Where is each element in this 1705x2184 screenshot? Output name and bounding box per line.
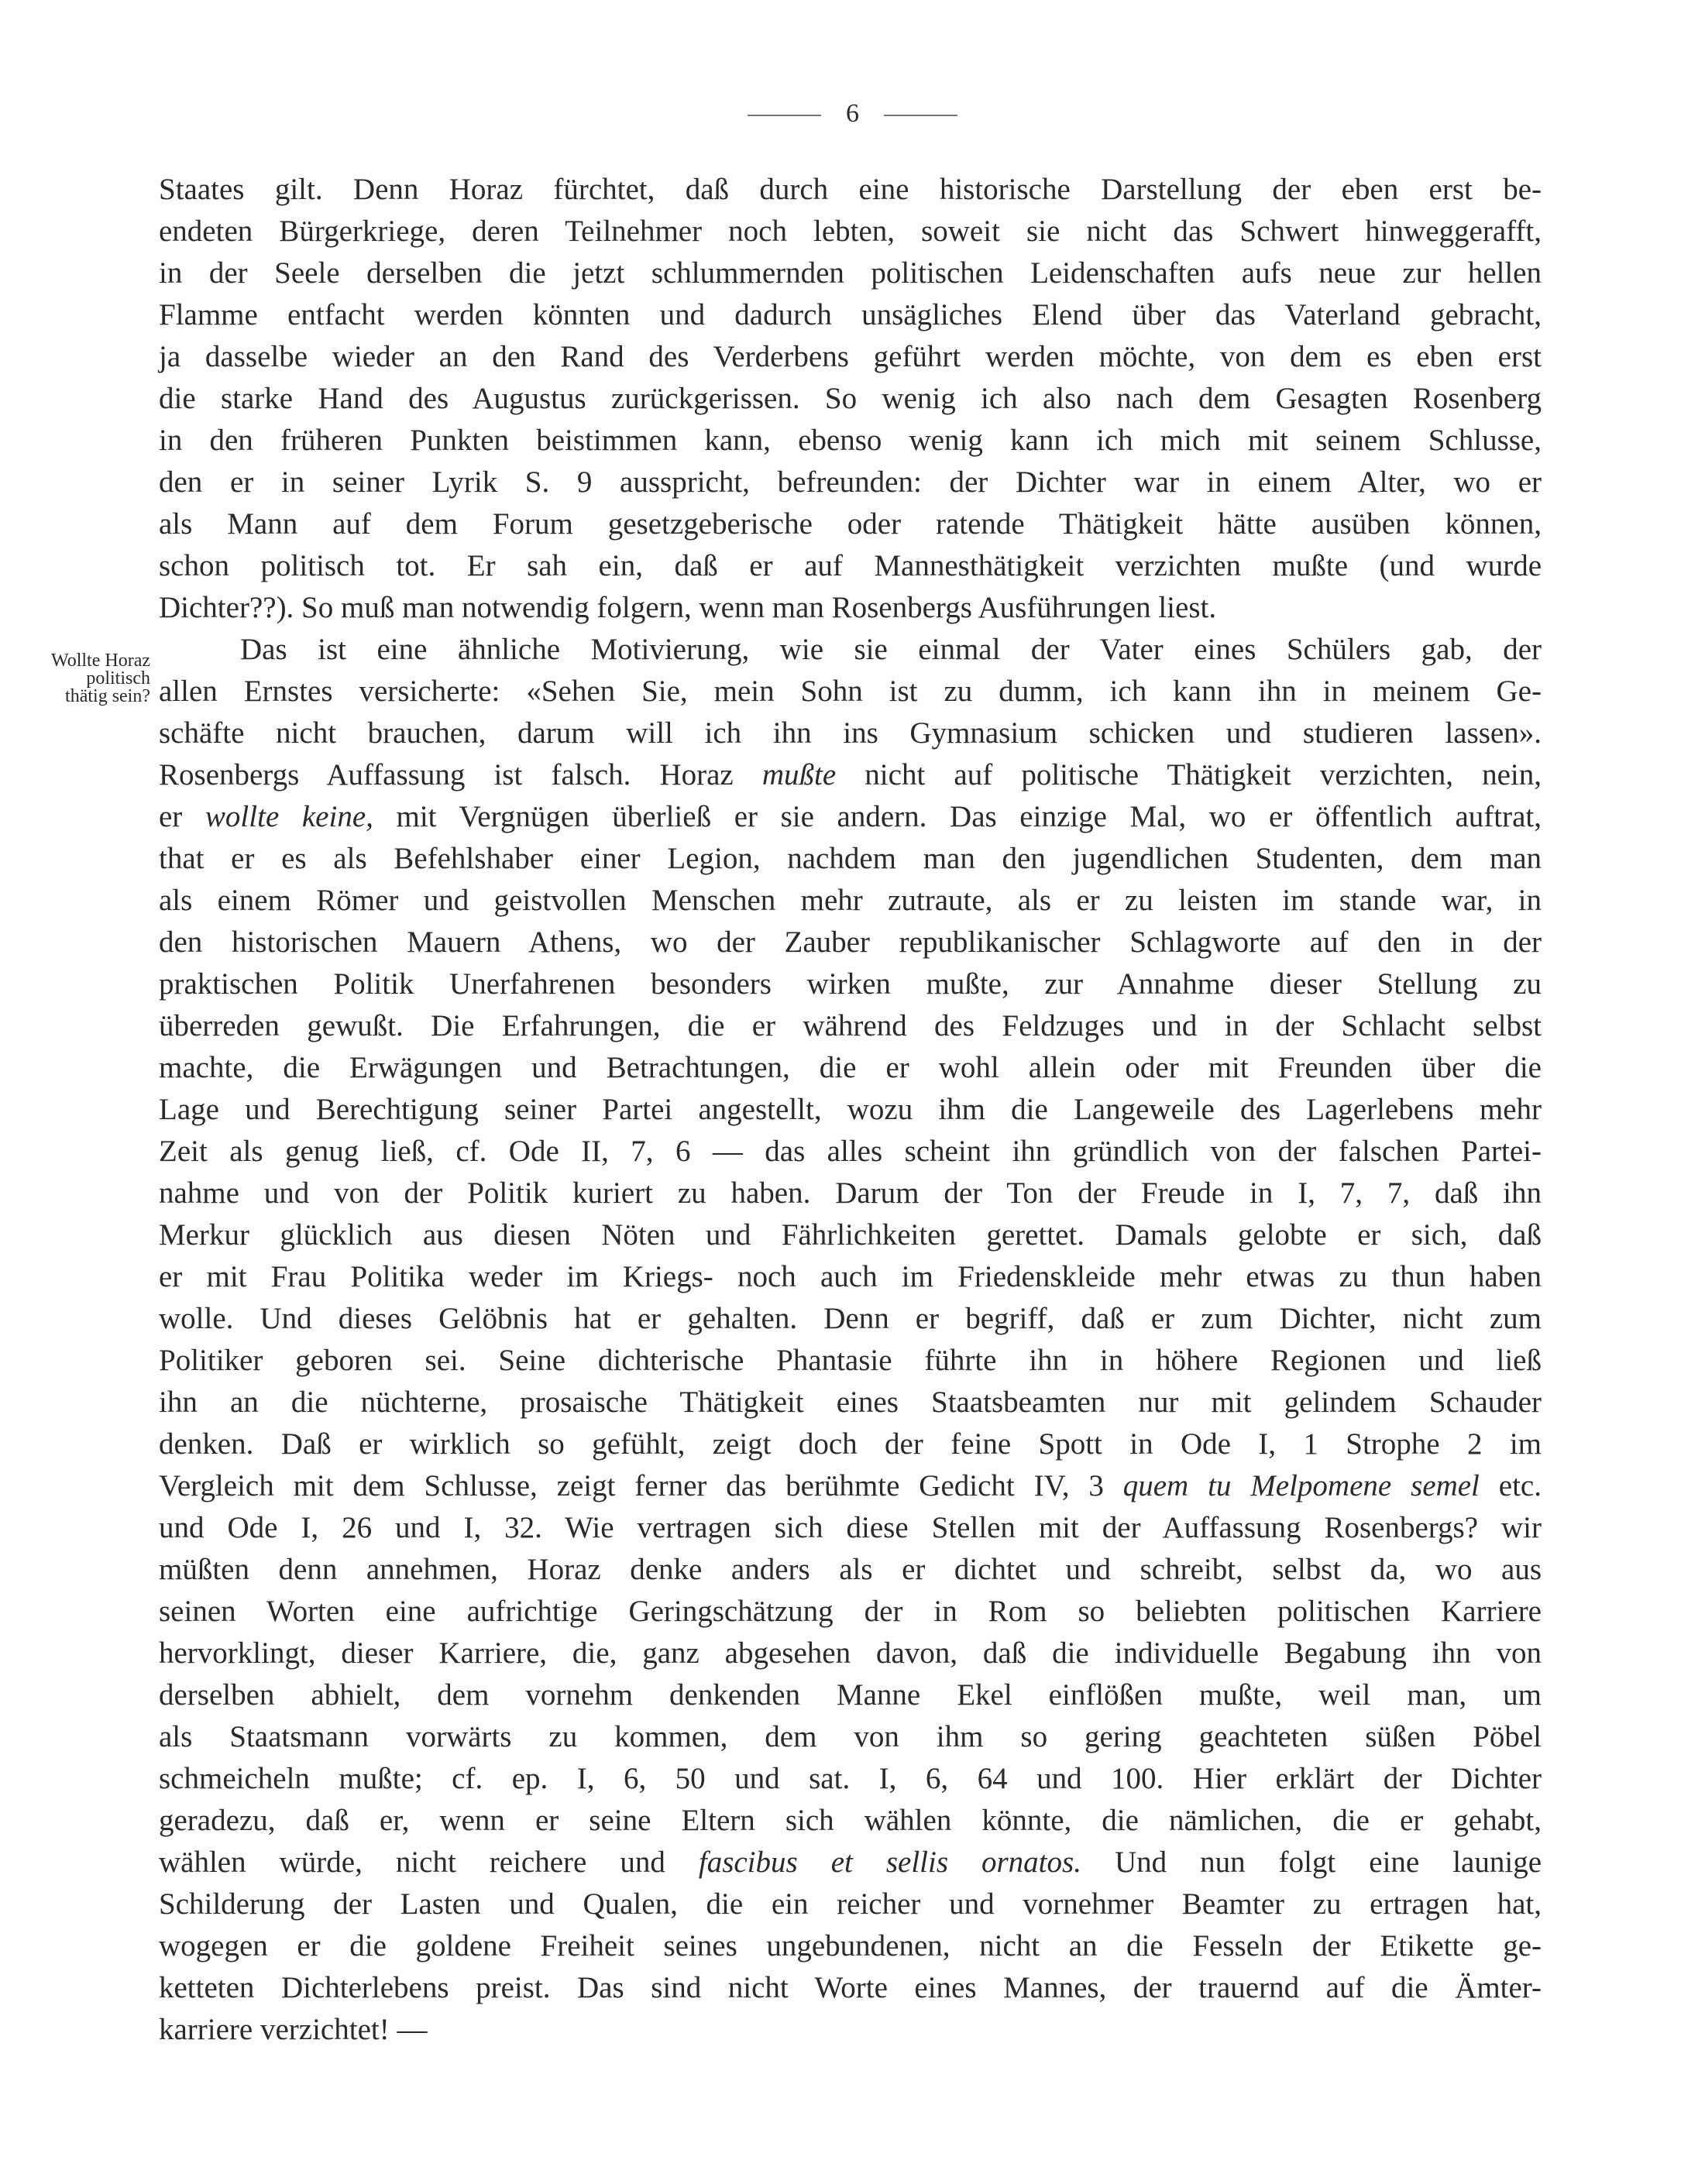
text-line: als einem Römer und geistvollen Menschen mehr zutraute, als er zu leisten im stande war, in — [159, 884, 1542, 917]
text-line: Das ist eine ähnliche Motivierung, wie sie einmal der Vater eines Schülers gab, der — [240, 633, 1542, 666]
text-line: ketteten Dichterlebens preist. Das sind nicht Worte eines Mannes, der trauernd auf die Ämter- — [159, 1971, 1542, 2004]
text-line: seinen Worten eine aufrichtige Geringschätzung der in Rom so beliebten politischen Karriere — [159, 1595, 1542, 1628]
text-line: überreden gewußt. Die Erfahrungen, die er während des Feldzuges und in der Schlacht selbst — [159, 1009, 1542, 1042]
text-line: Staates gilt. Denn Horaz fürchtet, daß durch eine historische Darstellung der eben erst be- — [159, 173, 1542, 206]
italic-phrase: wollte keine, — [205, 800, 373, 833]
italic-phrase: quem tu Melpomene semel — [1122, 1469, 1480, 1502]
text-line: in der Seele derselben die jetzt schlummernden politischen Leidenschaften aufs neue zur hellen — [159, 256, 1542, 290]
text-line: schmeicheln mußte; cf. ep. I, 6, 50 und sat. I, 6, 64 und 100. Hier erklärt der Dichter — [159, 1762, 1542, 1795]
text-line: in den früheren Punkten beistimmen kann, ebenso wenig kann ich mich mit seinem Schlusse, — [159, 424, 1542, 457]
text-line: praktischen Politik Unerfahrenen besonders wirken mußte, zur Annahme dieser Stellung zu — [159, 967, 1542, 1001]
text-line: derselben abhielt, dem vornehm denkenden Manne Ekel einflößen mußte, weil man, um — [159, 1678, 1542, 1712]
text-line: wolle. Und dieses Gelöbnis hat er gehalten. Denn er begriff, daß er zum Dichter, nicht zum — [159, 1302, 1542, 1335]
text-segment: Vergleich mit dem Schlusse, zeigt ferner das berühmte Gedicht IV, 3 — [159, 1469, 1123, 1502]
text-line: nahme und von der Politik kuriert zu haben. Darum der Ton der Freude in I, 7, 7, daß ihn — [159, 1176, 1542, 1210]
text-line: Flamme entfacht werden könnten und dadurch unsägliches Elend über das Vaterland gebracht, — [159, 298, 1542, 331]
text-line: Politiker geboren sei. Seine dichterische Phantasie führte ihn in höhere Regionen und ließ — [159, 1344, 1542, 1377]
text-line: wogegen er die goldene Freiheit seines ungebundenen, nicht an die Fesseln der Etikette ge- — [159, 1929, 1542, 1963]
text-line: endeten Bürgerkriege, deren Teilnehmer noch lebten, soweit sie nicht das Schwert hinweggerafft, — [159, 215, 1542, 248]
margin-note-line: Wollte Horaz — [50, 651, 150, 671]
header-rule-right — [884, 115, 957, 116]
text-line: die starke Hand des Augustus zurückgerissen. So wenig ich also nach dem Gesagten Rosenberg — [159, 382, 1542, 415]
text-segment: Rosenbergs Auffassung ist falsch. Horaz — [159, 758, 762, 792]
body-text — [159, 169, 1542, 2051]
margin-note — [3, 652, 150, 706]
text-line: allen Ernstes versicherte: «Sehen Sie, mein Sohn ist zu dumm, ich kann ihn in meinem Ge- — [159, 675, 1542, 708]
margin-note-line: thätig sein? — [65, 686, 150, 706]
text-line: als Mann auf dem Forum gesetzgeberische oder ratende Thätigkeit hätte ausüben können, — [159, 507, 1542, 541]
text-line: machte, die Erwägungen und Betrachtungen, die er wohl allein oder mit Freunden über die — [159, 1051, 1542, 1084]
text-line: als Staatsmann vorwärts zu kommen, dem von ihm so gering geachteten süßen Pöbel — [159, 1720, 1542, 1753]
text-segment: mit Vergnügen überließ er sie andern. Das einzige Mal, wo er öffentlich auftrat, — [373, 800, 1542, 833]
margin-note-line: politisch — [86, 668, 150, 689]
text-segment: er — [159, 800, 205, 833]
text-line: und Ode I, 26 und I, 32. Wie vertragen sich diese Stellen mit der Auffassung Rosenbergs? wir — [159, 1511, 1542, 1544]
text-line: hervorklingt, dieser Karriere, die, ganz abgesehen davon, daß die individuelle Begabung ihn von — [159, 1636, 1542, 1670]
header-rule-left — [748, 115, 821, 116]
text-line: Zeit als genug ließ, cf. Ode II, 7, 6 — das alles scheint ihn gründlich von der falschen Partei- — [159, 1135, 1542, 1168]
text-line: schon politisch tot. Er sah ein, daß er auf Mannesthätigkeit verzichten mußte (und wurde — [159, 549, 1542, 582]
text-segment: etc. — [1479, 1469, 1542, 1502]
text-line: ihn an die nüchterne, prosaische Thätigkeit eines Staatsbeamten nur mit gelindem Schauder — [159, 1386, 1542, 1419]
text-line: denken. Daß er wirklich so gefühlt, zeigt doch der feine Spott in Ode I, 1 Strophe 2 im — [159, 1427, 1542, 1461]
text-line — [159, 796, 1542, 838]
text-line: that er es als Befehlshaber einer Legion, nachdem man den jugendlichen Studenten, dem man — [159, 842, 1542, 875]
text-line: Schilderung der Lasten und Qualen, die ein reicher und vornehmer Beamter zu ertragen hat, — [159, 1887, 1542, 1921]
text-line: geradezu, daß er, wenn er seine Eltern sich wählen könnte, die nämlichen, die er gehabt, — [159, 1804, 1542, 1837]
text-segment: Und nun folgt eine launige — [1081, 1846, 1542, 1879]
text-line: müßten denn annehmen, Horaz denke anders als er dichtet und schreibt, selbst da, wo aus — [159, 1553, 1542, 1586]
text-line: den historischen Mauern Athens, wo der Zauber republikanischer Schlagworte auf den in der — [159, 925, 1542, 959]
text-line: ja dasselbe wieder an den Rand des Verderbens geführt werden möchte, von dem es eben erst — [159, 340, 1542, 373]
text-line: Dichter??). So muß man notwendig folgern, wenn man Rosenbergs Ausführungen liest. — [159, 591, 1217, 624]
text-line: Merkur glücklich aus diesen Nöten und Fährlichkeiten gerettet. Damals gelobte er sich, daß — [159, 1218, 1542, 1252]
text-line: er mit Frau Politika weder im Kriegs- noch auch im Friedenskleide mehr etwas zu thun haben — [159, 1260, 1542, 1293]
page-number: 6 — [846, 99, 859, 128]
text-line: karriere verzichtet! — — [159, 2013, 428, 2046]
italic-phrase: mußte — [761, 758, 837, 792]
text-line: Lage und Berechtigung seiner Partei angestellt, wozu ihm die Langeweile des Lagerlebens mehr — [159, 1093, 1542, 1126]
text-line: schäfte nicht brauchen, darum will ich ihn ins Gymnasium schicken und studieren lassen». — [159, 716, 1542, 750]
text-segment: wählen würde, nicht reichere und — [159, 1846, 699, 1879]
page-header — [0, 99, 1705, 129]
italic-phrase: fascibus et sellis ornatos. — [698, 1846, 1081, 1879]
text-line — [159, 754, 1542, 796]
text-line — [159, 1842, 1542, 1884]
text-segment: nicht auf politische Thätigkeit verzichten, nein, — [836, 758, 1542, 792]
text-line — [159, 1465, 1542, 1507]
text-line: den er in seiner Lyrik S. 9 ausspricht, befreunden: der Dichter war in einem Alter, wo er — [159, 465, 1542, 499]
